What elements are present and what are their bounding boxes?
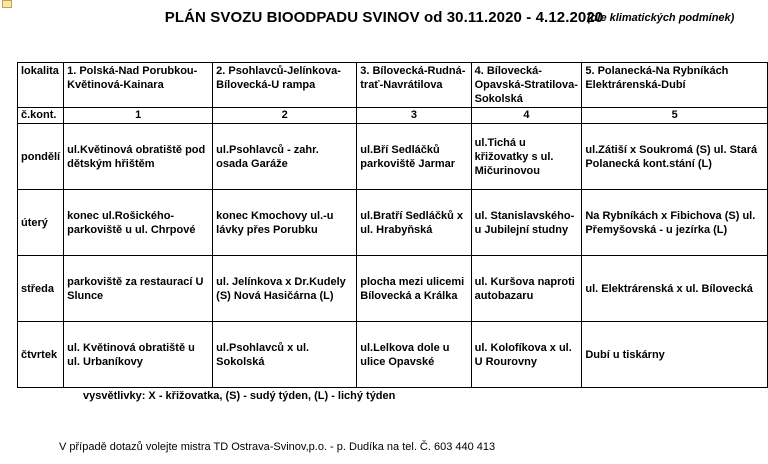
day-label: pondělí [18,124,64,190]
table-cell: ul.Zátiší x Soukromá (S) ul. Stará Polanecká kont.stání (L) [582,124,768,190]
table-row-wednesday [18,256,768,322]
kont-number: 5 [582,108,768,124]
table-cell: ul.Lelkova dole u ulice Opavské [357,322,471,388]
table-cell: ul. Stanislavského-u Jubilejní studny [471,190,582,256]
table-cell: ul.Tichá u křižovatky s ul. Mičurinovou [471,124,582,190]
kont-number: 4 [471,108,582,124]
table-cell: plocha mezi ulicemi Bílovecká a Králka [357,256,471,322]
page-title: PLÁN SVOZU BIOODPADU SVINOV od 30.11.2020 - 4.12.2020 [164,9,604,26]
header-cell-route-5: 5. Polanecká-Na Rybníkách Elektrárenská-Dubí [582,63,768,108]
table-cell: ul. Elektrárenská x ul. Bílovecká [582,256,768,322]
header-cell-route-1: 1. Polská-Nad Porubkou-Květinová-Kainara [64,63,213,108]
table-cell: ul.Psohlavců - zahr. osada Garáže [213,124,357,190]
table-cell: konec ul.Rošického-parkoviště u ul. Chrpové [64,190,213,256]
table-cell: ul. Kuršova naproti autobazaru [471,256,582,322]
day-label: středa [18,256,64,322]
table-cell: ul. Jelínkova x Dr.Kudely (S) Nová Hasičárna (L) [213,256,357,322]
table-cell: ul.Květinová obratiště pod dětským hřištěm [64,124,213,190]
table-cell: ul.Bratří Sedláčků x ul. Hrabyňská [357,190,471,256]
legend: vysvětlivky: X - křižovatka, (S) - sudý týden, (L) - lichý týden [83,390,396,402]
kont-number: 2 [213,108,357,124]
kont-label: č.kont. [18,108,64,124]
table-header-row [18,63,768,108]
day-label: úterý [18,190,64,256]
table-cell: ul.Bří Sedláčků parkoviště Jarmar [357,124,471,190]
weather-note: (dle klimatických podmínek) [587,12,735,24]
table-row-thursday [18,322,768,388]
table-cell: Dubí u tiskárny [582,322,768,388]
header-cell-lokalita: lokalita [18,63,64,108]
kont-number: 1 [64,108,213,124]
header-cell-route-3: 3. Bílovecká-Rudná-trať-Navrátilova [357,63,471,108]
container-number-row [18,108,768,124]
table-cell: Na Rybníkách x Fibichova (S) ul. Přemyšovská - u jezírka (L) [582,190,768,256]
header-cell-route-2: 2. Psohlavců-Jelínkova-Bílovecká-U rampa [213,63,357,108]
table-row-monday [18,124,768,190]
contact-footer: V případě dotazů volejte mistra TD Ostrava-Svinov,p.o. - p. Dudíka na tel. Č. 603 440 413 [59,441,496,453]
table-cell: ul. Kolofíkova x ul. U Rourovny [471,322,582,388]
table-cell: ul. Květinová obratiště u ul. Urbaníkovy [64,322,213,388]
table-cell: konec Kmochovy ul.-u lávky přes Porubku [213,190,357,256]
header-cell-route-4: 4. Bílovecká-Opavská-Stratilova-Sokolská [471,63,582,108]
kont-number: 3 [357,108,471,124]
schedule-table [17,62,768,388]
day-label: čtvrtek [18,322,64,388]
table-cell: parkoviště za restaurací U Slunce [64,256,213,322]
table-row-tuesday [18,190,768,256]
table-cell: ul.Psohlavců x ul. Sokolská [213,322,357,388]
document-icon [2,0,12,8]
